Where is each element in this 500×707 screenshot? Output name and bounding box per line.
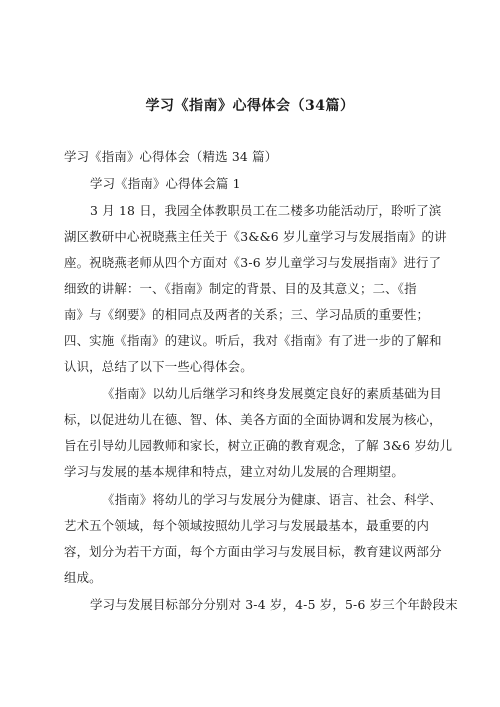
paragraph-line: 旨在引导幼儿园教师和家长，树立正确的教育观念，了解 3&6 岁幼儿 — [64, 438, 453, 453]
section-heading: 学习《指南》心得体会篇 1 — [90, 176, 241, 191]
paragraph-line: 学习与发展目标部分分别对 3-4 岁，4-5 岁，5-6 岁三个年龄段末 — [90, 597, 458, 612]
paragraph-line: 学习与发展的基本规律和特点，建立对幼儿发展的合理期望。 — [64, 464, 404, 479]
paragraph-line: 细致的讲解：一、《指南》制定的背景、目的及其意义；二、《指 — [64, 281, 417, 296]
paragraph-line: 标，以促进幼儿在德、智、体、美各方面的全面协调和发展为核心， — [64, 412, 442, 427]
paragraph-line: 容，划分为若干方面，每个方面由学习与发展目标，教育建议两部分 — [64, 544, 442, 559]
paragraph-line: 《指南》将幼儿的学习与发展分为健康、语言、社会、科学、 — [102, 492, 442, 507]
paragraph-line: 座。祝晓燕老师从四个方面对《3-6 岁儿童学习与发展指南》进行了 — [64, 255, 442, 270]
paragraph-line: 湖区教研中心祝晓燕主任关于《3&&6 岁儿童学习与发展指南》的讲 — [64, 229, 447, 244]
document-title: 学习《指南》心得体会（34篇） — [145, 98, 355, 114]
paragraph-line: 四、实施《指南》的建议。听后，我对《指南》有了进一步的了解和 — [64, 333, 442, 348]
paragraph-line: 艺术五个领域，每个领域按照幼儿学习与发展最基本，最重要的内 — [64, 518, 430, 533]
paragraph-line: 组成。 — [64, 570, 102, 585]
document-subtitle: 学习《指南》心得体会（精选 34 篇） — [64, 149, 278, 164]
paragraph-line: 南》与《纲要》的相同点及两者的关系；三、学习品质的重要性； — [64, 307, 430, 322]
paragraph-line: 3 月 18 日，我园全体教职员工在二楼多功能活动厅，聆听了滨 — [90, 203, 442, 218]
paragraph-line: 认识，总结了以下一些心得体会。 — [64, 359, 253, 374]
paragraph-line: 《指南》以幼儿后继学习和终身发展奠定良好的素质基础为目 — [102, 386, 442, 401]
